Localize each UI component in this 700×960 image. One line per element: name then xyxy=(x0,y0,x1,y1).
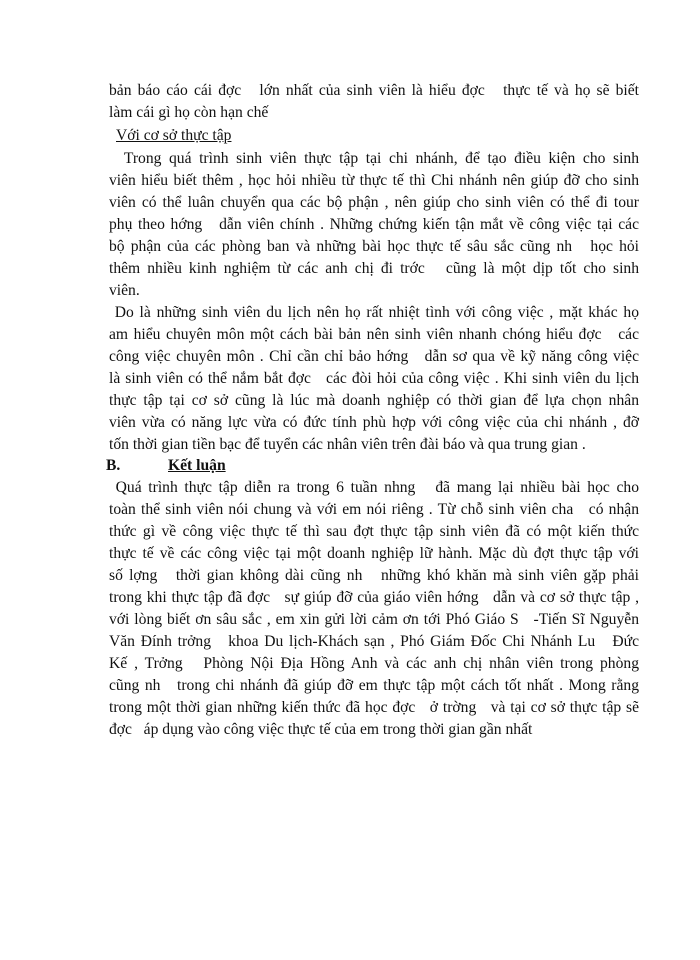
paragraph-2-line: am hiểu chuyên môn một cách bài bản nên sinh viên nhanh chóng hiểu đợc các xyxy=(109,326,639,343)
paragraph-1-line: thêm nhiều kinh nghiệm từ các anh chị đi trớc cũng là một dịp tốt cho sinh xyxy=(109,260,639,277)
paragraph-2-line: viên vừa có năng lực vừa có đức tính phù hợp với công việc của chi nhánh , đỡ xyxy=(109,414,639,431)
paragraph-3-line: thức gì về công việc thực tế thì sau đợt thực tập sinh viên đã có một kiến thức xyxy=(109,523,639,540)
paragraph-3-line: số lợng thời gian không dài cũng nh những khó khăn mà sinh viên gặp phải xyxy=(109,567,639,584)
paragraph-1-line: viên hiểu biết thêm , học hỏi nhiều từ thực tế thì Chi nhánh nên giúp đỡ cho sinh xyxy=(109,172,639,189)
paragraph-1-line: viên có thể luân chuyển qua các bộ phận , nên giúp cho sinh viên có thể đi tour xyxy=(109,194,639,211)
paragraph-1-line: viên. xyxy=(109,282,140,299)
section-label: B. xyxy=(106,457,121,474)
paragraph-1-line: phụ theo hớng dẫn viên chính . Những chứng kiến tận mắt về công việc tại các xyxy=(109,216,639,233)
paragraph-3-line: đợc áp dụng vào công việc thực tế của em trong thời gian gần nhất xyxy=(109,721,533,738)
paragraph-3-line: trong khi thực tập đã đợc sự giúp đỡ của giáo viên hớng dẫn và cơ sở thực tập , xyxy=(109,589,639,606)
paragraph-2-line: là sinh viên có thể nắm bắt đợc các đòi hỏi của công việc . Khi sinh viên du lịch xyxy=(109,370,639,387)
paragraph-3-line: toàn thể sinh viên nói chung và với em nói riêng . Từ chỗ sinh viên cha có nhận xyxy=(109,501,639,518)
paragraph-3-line: Quá trình thực tập diễn ra trong 6 tuần nhng đã mang lại nhiều bài học cho xyxy=(109,479,639,496)
paragraph-3-line: cũng nh trong chi nhánh đã giúp đỡ em thực tập một cách tốt nhất . Mong rằng xyxy=(109,677,639,694)
paragraph-2-line: thực tập tại cơ sở cũng là lúc mà doanh nghiệp có thời gian để lựa chọn nhân xyxy=(109,392,639,409)
subheading: Với cơ sở thực tập xyxy=(116,127,232,144)
paragraph-2-line: tốn thời gian tiền bạc để tuyển các nhân viên trên đài báo và qua trung gian . xyxy=(109,436,586,453)
paragraph-1-line: bộ phận của các phòng ban và những bài học thực tế sâu sắc cũng nh học hỏi xyxy=(109,238,639,255)
paragraph-3-line: thực tế về các công việc tại một doanh nghiệp lữ hành. Mặc dù đợt thực tập với xyxy=(109,545,639,562)
paragraph-3-line: với lòng biết ơn sâu sắc , em xin gửi lời cảm ơn tới Phó Giáo S -Tiến Sĩ Nguyễn xyxy=(109,611,639,628)
paragraph-0-line: làm cái gì họ còn hạn chế xyxy=(109,104,269,121)
paragraph-2-line: công việc chuyên môn . Chỉ cần chỉ bảo hớng dẫn sơ qua về kỹ năng công việc xyxy=(109,348,639,365)
paragraph-0-line: bản báo cáo cái đợc lớn nhất của sinh viên là hiểu đợc thực tế và họ sẽ biết xyxy=(109,82,639,99)
paragraph-3-line: trong một thời gian những kiến thức đã học đợc ở trờng và tại cơ sở thực tập sẽ xyxy=(109,699,639,716)
paragraph-3-line: Văn Đính trởng khoa Du lịch-Khách sạn , Phó Giám Đốc Chi Nhánh Lu Đức xyxy=(109,633,639,650)
paragraph-2-line: Do là những sinh viên du lịch nên họ rất nhiệt tình với công việc , mặt khác họ xyxy=(109,304,639,321)
paragraph-3-line: Kế , Trởng Phòng Nội Địa Hồng Anh và các anh chị nhân viên trong phòng xyxy=(109,655,639,672)
paragraph-1-line: Trong quá trình sinh viên thực tập tại chi nhánh, để tạo điều kiện cho sinh xyxy=(109,150,639,167)
section-title: Kết luận xyxy=(168,457,226,474)
